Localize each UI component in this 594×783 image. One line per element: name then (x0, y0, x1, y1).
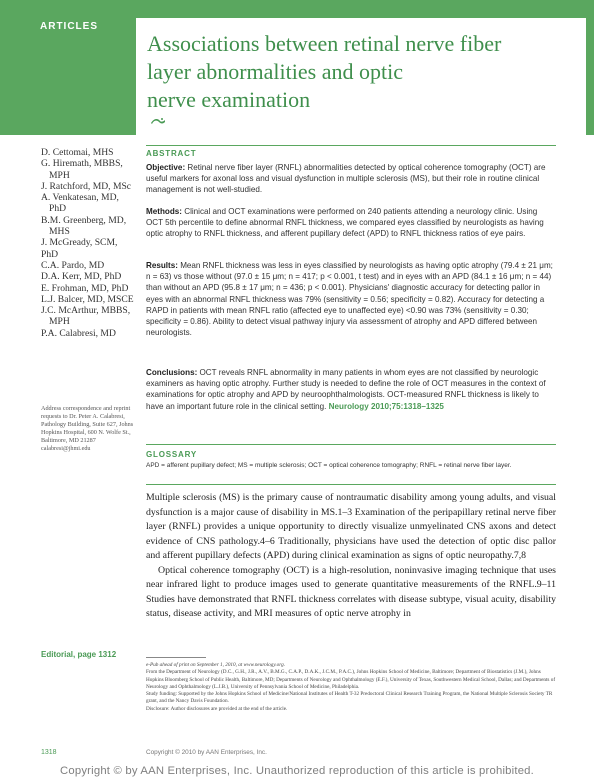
author-line: J.C. McArthur, MBBS, (41, 305, 131, 317)
journal-logo-icon (150, 116, 166, 126)
author-line: D.A. Kerr, MD, PhD (41, 271, 122, 283)
citation-details: 2010;75:1318–1325 (368, 401, 444, 411)
title-line: layer abnormalities and optic (147, 59, 403, 84)
author-line: L.J. Balcer, MD, MSCE (41, 293, 134, 305)
abstract-top-rule (146, 145, 556, 146)
author-line: MHS (49, 226, 70, 238)
author-line: MPH (49, 169, 70, 181)
methods-text: Clinical and OCT examinations were performed on 240 patients attending a neurology clinic. Using OCT 5th percentile to define abnormal RNFL thickness, we compared eyes classified by neurologists as having optic atrophy to RNFL thickness, and afferent pupillary defect (APD) to RNFL thickness ratios of eye pairs. (146, 207, 544, 239)
objective-label: Objective: (146, 163, 186, 172)
author-line: PhD (49, 203, 67, 215)
footnote-affiliations: From the Department of Neurology (D.C., G.H., J.R., A.V., B.M.G., C.A.P., D.A.K., J.C.M., P.A.C.), Johns Hopkins School of Medicine, Baltimore; Department of Biostatistics (J.M.), Johns Hopkins Bloomberg School of Public Health, Baltimore, MD; Departments of Neurology and Ophthalmology (E.F.), University of Texas, Southwestern Medical School, Dallas; and Departments of Neurology and Ophthalmology (L.J.B.), University of Pennsylvania School of Medicine, Philadelphia. (146, 669, 556, 690)
author-line: J. Ratchford, MD, MSc (41, 180, 132, 192)
conclusions-text: OCT reveals RNFL abnormality in many patients in whom eyes are not classified by neurologic examiners as having optic atrophy. Further study is needed to define the role of OCT measures in the context of examinations for optic atrophy and APD by neuroophthalmologists. OCT-measured RNFL thickness is likely to have an important future role in the clinical setting. (146, 368, 546, 411)
results-label: Results: (146, 261, 178, 270)
section-label: ARTICLES (40, 21, 98, 32)
author-line: MPH (49, 316, 70, 328)
title-line: nerve examination (147, 87, 311, 112)
glossary-bottom-rule (146, 484, 556, 485)
abstract-objective (146, 162, 556, 196)
results-text: Mean RNFL thickness was less in eyes classified by neurologists as having optic atrophy (79.4 ± 21 μm; n = 63) vs those without (97.0 ± 15 μm; n = 417; p < 0.001, t test) and in eyes with an APD (84.1 ± 16 μm; n = 44) than without an APD (95.8 ± 17 μm; n = 436; p < 0.001). Physicians' diagnostic accuracy for detecting pallor in eyes with an abnormal RNFL thickness was 79% (sensitivity = 0.56; specificity = 0.82). Accuracy for detecting a RAPD in patients with mean RNFL ratio (affected eye to unaffected eye) <0.90 was 73% (sensitivity = 0.30; specificity = 0.86). Ability to detect visual pathway injury via assessment of atrophy and APD differed between neurologists. (146, 261, 553, 338)
author-line: E. Frohman, MD, PhD (41, 282, 129, 294)
copyright-watermark: Copyright © by AAN Enterprises, Inc. Unauthorized reproduction of this article is prohibited. (60, 765, 534, 777)
footnote-epub: e-Pub ahead of print on September 1, 2010, at www.neurology.org. (146, 662, 285, 668)
abstract-heading: ABSTRACT (146, 149, 197, 158)
footnote-funding: Study funding: Supported by the Johns Hopkins School of Medicine/National Institutes of Health T-32 Predoctoral Clinical Research Training Program, the National Multiple Sclerosis Society TR grant, and the Nancy Davis Foundation. (146, 691, 553, 705)
body-paragraph: Multiple sclerosis (MS) is the primary cause of nontraumatic disability among young adults, and visual dysfunction is a major cause of disability in MS.1–3 Examination of the peripapillary retinal nerve fiber layer (RNFL) provides a unique opportunity to directly visualize unmyelinated CNS axons and detect evidence of CNS pathology.4–6 Traditionally, physicians have used the detection of optic disc pallor and afferent pupillary defects (APD) during clinical examination as signs of optic neuropathy.7,8 (146, 492, 556, 561)
abstract-conclusions (146, 367, 556, 412)
glossary-rule (146, 444, 556, 445)
page-number: 1318 (41, 749, 57, 756)
article-title (147, 30, 567, 114)
abstract-methods (146, 206, 556, 240)
title-line: Associations between retinal nerve fiber (147, 31, 502, 56)
author-line: J. McGready, SCM, PhD (41, 237, 118, 260)
article-body (146, 491, 556, 622)
objective-text: Retinal nerve fiber layer (RNFL) abnormalities detected by optical coherence tomography (OCT) are useful markers for axonal loss and visual dysfunction in multiple sclerosis (MS), but their role in routine clinical management is not well-studied. (146, 163, 546, 195)
glossary-heading: GLOSSARY (146, 450, 197, 459)
author-line: A. Venkatesan, MD, (41, 192, 119, 204)
footnote-rule (146, 657, 206, 658)
footnotes (146, 662, 556, 713)
citation-journal: Neurology (328, 401, 369, 411)
methods-label: Methods: (146, 207, 182, 216)
footnote-disclosure: Disclosure: Author disclosures are provided at the end of the article. (146, 705, 288, 712)
author-list (41, 147, 136, 339)
copyright-line: Copyright © 2010 by AAN Enterprises, Inc. (146, 749, 267, 756)
author-line: G. Hiremath, MBBS, (41, 158, 123, 170)
author-line: C.A. Pardo, MD (41, 259, 105, 271)
author-line: P.A. Calabresi, MD (41, 327, 116, 339)
editorial-link[interactable]: Editorial, page 1312 (41, 650, 117, 659)
abstract-results (146, 260, 556, 338)
conclusions-label: Conclusions: (146, 368, 198, 377)
author-line: B.M. Greenberg, MD, (41, 214, 127, 226)
correspondence-note: Address correspondence and reprint requests to Dr. Peter A. Calabresi, Pathology Building, Suite 627, Johns Hopkins Hospital, 600 N. Wolfe St., Baltimore, MD 21287 calabresi@jhmi.edu (41, 405, 134, 453)
body-paragraph: Optical coherence tomography (OCT) is a high-resolution, noninvasive imaging technique that uses near infrared light to produce images used to generate quantitative measurements of the RNFL.9–11 Studies have demonstrated that RNFL thickness correlates with disease subtype, visual acuity, disability status, disease activity, and MRI measures of optic nerve atrophy in (146, 564, 556, 619)
author-line: D. Cettomai, MHS (41, 147, 114, 158)
glossary-text: APD = afferent pupillary defect; MS = multiple sclerosis; OCT = optical coherence tomography; RNFL = retinal nerve fiber layer. (146, 462, 512, 469)
